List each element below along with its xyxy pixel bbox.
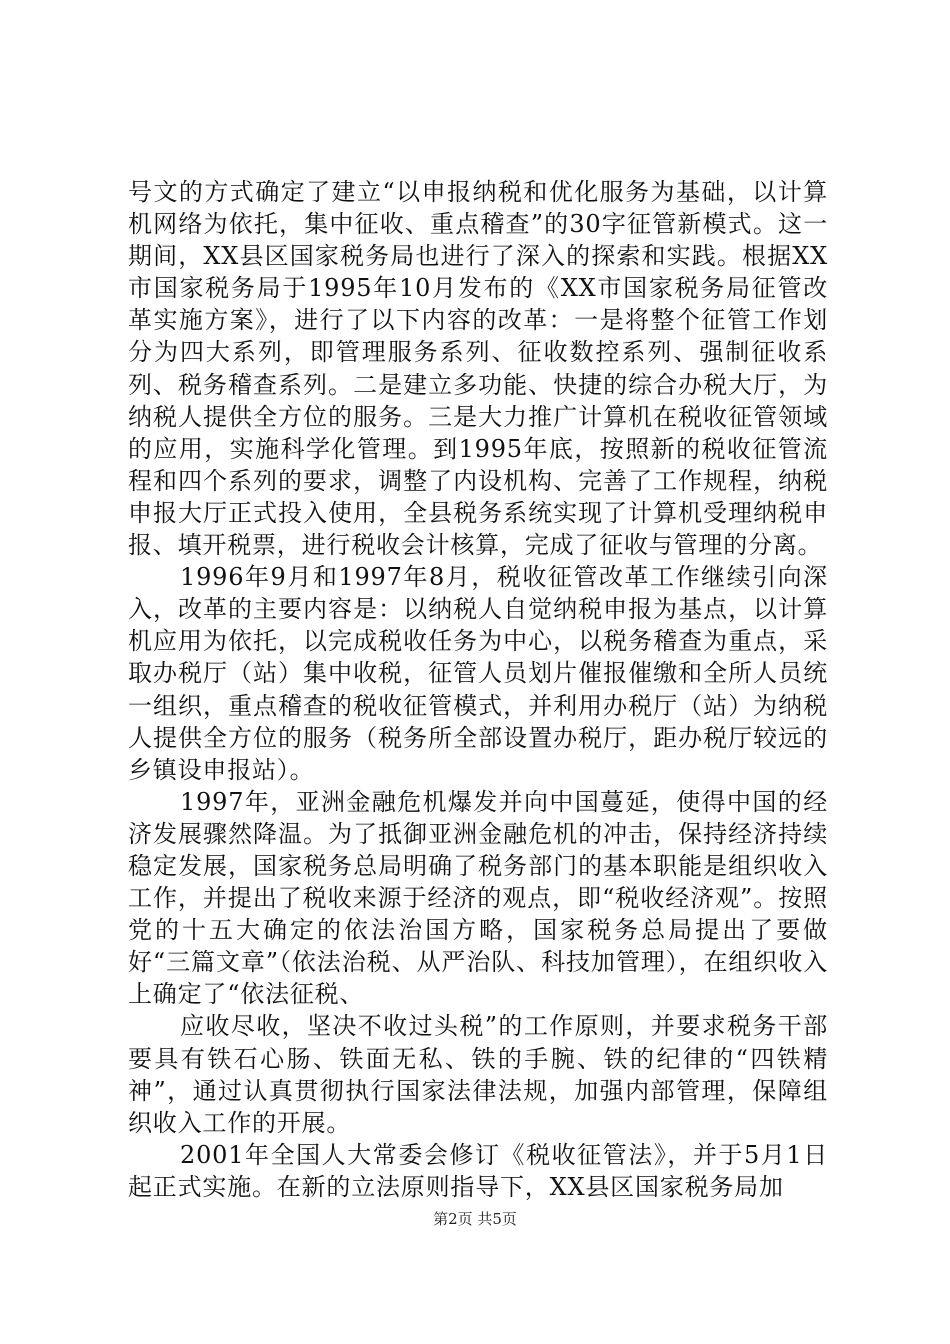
paragraph-1: 号文的方式确定了建立“以申报纳税和优化服务为基础，以计算机网络为依托，集中征收、重点稽查”的30字征管新模式。这一期间，XX县区国家税务局也进行了深入的探索和实践。根据XX市国家税务局于1995年10月发布的《XX市国家税务局征管改革实施方案》，进行了以下内容的改革：一是将整个征管工作划分为四大系列，即管理服务系列、征收数控系列、强制征收系列、税务稽查系列。二是建立多功能、快捷的综合办税大厅，为纳税人提供全方位的服务。三是大力推广计算机在税收征管领域的应用，实施科学化管理。到1995年底，按照新的税收征管流程和四个系列的要求，调整了内设机构、完善了工作规程，纳税申报大厅正式投入使用，全县税务系统实现了计算机受理纳税申报、填开税票，进行税收会计核算，完成了征收与管理的分离。: [128, 178, 828, 560]
page-number-footer: 第2页 共5页: [433, 1210, 517, 1228]
document-body: [128, 176, 828, 1203]
paragraph-4: 应收尽收，坚决不收过头税”的工作原则，并要求税务干部要具有铁石心肠、铁面无私、铁的手腕、铁的纪律的“四铁精神”，通过认真贯彻执行国家法律法规，加强内部管理，保障组织收入工作的开展。: [128, 1012, 828, 1137]
paragraph-2: 1996年9月和1997年8月，税收征管改革工作继续引向深入，改革的主要内容是：以纳税人自觉纳税申报为基点，以计算机应用为依托，以完成税收任务为中心，以税务稽查为重点，采取办税厅（站）集中收税，征管人员划片催报催缴和全所人员统一组织，重点稽查的税收征管模式，并利用办税厅（站）为纳税人提供全方位的服务（税务所全部设置办税厅，距办税厅较远的乡镇设申报站）。: [128, 563, 828, 784]
paragraph-5: 2001年全国人大常委会修订《税收征管法》，并于5月1日起正式实施。在新的立法原则指导下，XX县区国家税务局加: [128, 1140, 828, 1201]
paragraph-3: 1997年，亚洲金融危机爆发并向中国蔓延，使得中国的经济发展骤然降温。为了抵御亚洲金融危机的冲击，保持经济持续稳定发展，国家税务总局明确了税务部门的基本职能是组织收入工作，并提出了税收来源于经济的观点，即“税收经济观”。按照党的十五大确定的依法治国方略，国家税务总局提出了要做好“三篇文章”（依法治税、从严治队、科技加管理），在组织收入上确定了“依法征税、: [128, 787, 828, 1009]
